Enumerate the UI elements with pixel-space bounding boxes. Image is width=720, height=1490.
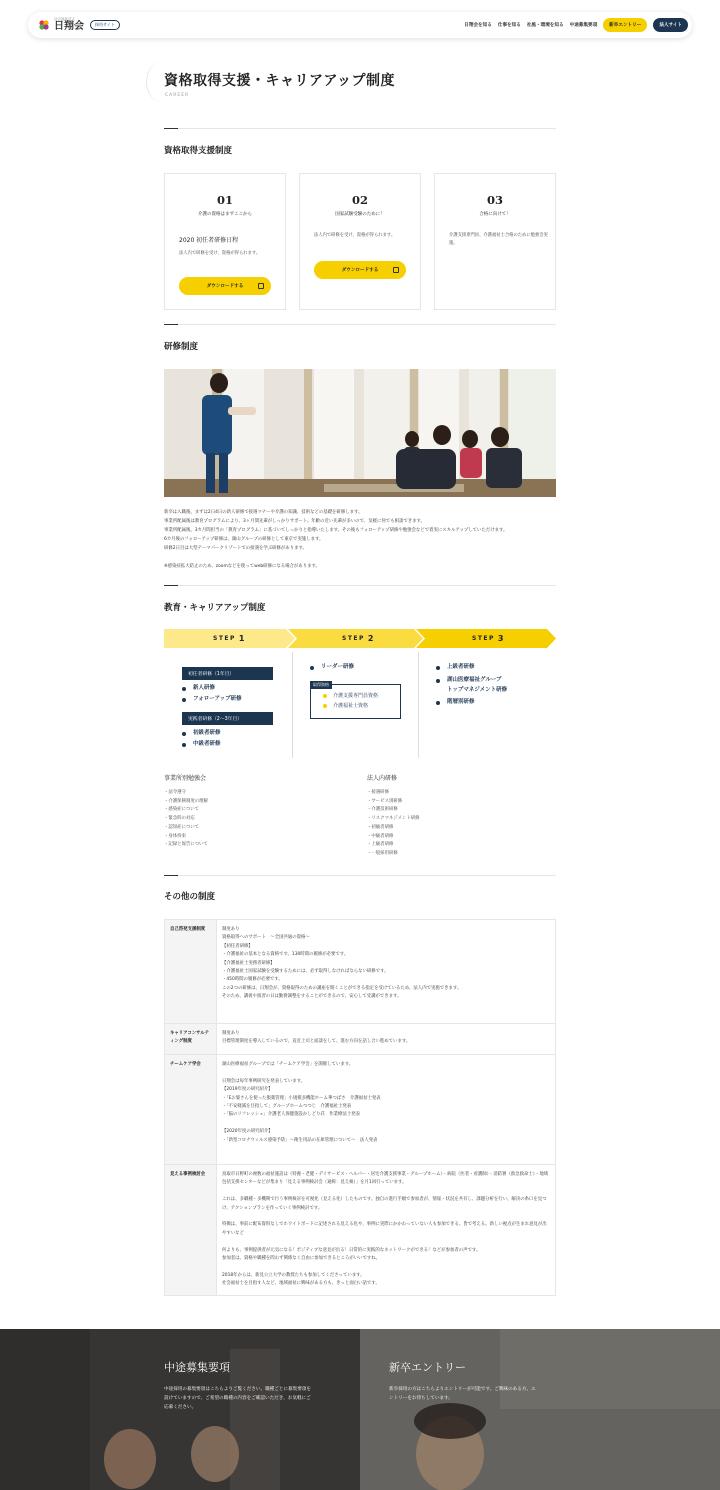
site-header <box>28 12 692 38</box>
nav-about[interactable]: 日翔会を知る <box>464 23 492 28</box>
step-1-label <box>164 629 295 648</box>
step-divider <box>292 652 293 758</box>
list-item: ・記録と報告について <box>164 842 208 848</box>
training-item: 中級者研修 <box>182 739 274 750</box>
step-text: STEP <box>472 635 495 642</box>
training-paragraph: 事業所配属後、3カ月間担当の「教育プログラム」に基づいてしっかりと指導いたします。その後もフォローアップ研修や勉強会などで着実にスキルアップしていただけます。 <box>164 528 508 533</box>
page-subtitle: CAREER <box>165 93 190 98</box>
nav-midcareer[interactable]: 中途募集要項 <box>569 23 598 28</box>
footer-text-line: ントリーをお待ちしています。 <box>389 1396 453 1401</box>
cell-line <box>222 1188 550 1196</box>
download-icon <box>258 283 264 289</box>
card-subtitle: 合格に向けて！ <box>479 212 511 217</box>
cell-line: 参加者は、資格や職種を問わず関係なく自由に参加できるところがいいですね。 <box>222 1256 381 1262</box>
cell-line <box>222 1069 550 1077</box>
training-photo <box>164 369 556 497</box>
workplace-study-title: 事業所別勉強会 <box>164 775 207 782</box>
cell-line: 【2019年度の研究紹介】 <box>222 1087 273 1093</box>
list-item: ・認知症について <box>164 824 200 830</box>
training-item-cont: トップマネジメント研修 <box>447 687 508 693</box>
cell-line <box>222 1120 550 1128</box>
cell-line: 目標管理制度を導入しているので、直近上司と面談をして、進む方向を話し合い進めています。 <box>222 1039 411 1045</box>
card-text: 介護支援専門員、介護福祉士合格のために勉強会実施。 <box>449 233 548 246</box>
training-item: 新人研修 <box>182 683 274 694</box>
spacer <box>164 553 564 562</box>
step-number: 3 <box>497 634 505 643</box>
step-1-list-a <box>182 683 274 705</box>
cell-line: ・介護福祉士国家試験を受験するためには、必ず取得しなければならない研修です。 <box>222 969 389 975</box>
footer-text-line: 中途採用の募集要項はこちらよりご覧ください。職種ごとに募集要項を <box>164 1387 312 1392</box>
support-heading: 資格取得支援制度 <box>164 146 233 156</box>
list-item: ・リスクマネジメント研修 <box>367 816 420 822</box>
entry-button[interactable]: 新卒エントリー <box>603 18 647 32</box>
step-number: 2 <box>367 634 375 643</box>
section-divider <box>164 585 556 586</box>
training-paragraph: 研修2日目は大型テーマパークリゾートでの接遇を学ぶ研修があります。 <box>164 546 307 551</box>
new-grad-entry-title[interactable]: 新卒エントリー <box>389 1361 466 1374</box>
training-item: フォローアップ研修 <box>182 694 274 705</box>
list-item: ・中級者研修 <box>367 833 394 839</box>
step-3-label <box>421 629 556 648</box>
corporate-site-button[interactable]: 法人サイト <box>653 18 688 32</box>
section-dash <box>164 585 178 586</box>
training-photo-illustration <box>164 369 556 497</box>
table-row <box>165 1055 556 1165</box>
cell-line: そのため、講義や演習の日は勤務調整をすることができるので、安心して受講ができます。 <box>222 994 402 1000</box>
section-dash <box>164 128 178 129</box>
level-tag: 初任者研修（1年目） <box>182 667 273 680</box>
cell-line: 【初任者研修】 <box>222 943 253 949</box>
cell-line: 特徴は、事前に配布資料なしでホワイトボードに記述される見える化や、事例に実際にかかわっていない人も参加できる。皆で考える。新しい視点が生まれ意見が出やすいなど <box>222 1222 547 1236</box>
list-item: ・身体拘束 <box>164 833 186 839</box>
card-text: 法人内で研修を受け、資格が得られます。 <box>179 251 261 256</box>
step-2-column <box>310 662 354 673</box>
step-text: STEP <box>213 635 236 642</box>
table-header-cell: 自己啓発支援制度 <box>165 920 217 1024</box>
training-item: 初級者研修 <box>182 728 274 739</box>
training-paragraph: 6カ月後のフォローアップ研修は、湖山グループの研修として東京で実施します。 <box>164 537 324 542</box>
midcareer-title[interactable]: 中途募集要項 <box>164 1361 230 1374</box>
training-note: ※感染症拡大防止のため、zoomなどを使ってweb研修になる場合があります。 <box>164 564 320 569</box>
training-item: 階層別研修 <box>436 697 546 708</box>
support-card-2 <box>299 173 421 310</box>
step-1-column <box>182 660 274 750</box>
download-button[interactable] <box>179 277 271 295</box>
section-dash <box>164 875 178 876</box>
recruit-badge: 採用サイト <box>90 20 120 30</box>
footer-text-line: 新卒採用の方はこちらよりエントリーが可能です。ご興味のある方、エ <box>389 1387 536 1392</box>
other-systems-table <box>164 919 556 1296</box>
step-2-label <box>293 629 424 648</box>
table-cell <box>217 1024 556 1055</box>
card-title: 2020 初任者研修日程 <box>179 237 239 244</box>
list-item: ・法令遵守 <box>164 790 186 795</box>
training-item: リーダー研修 <box>310 662 354 673</box>
download-button-label: ダウンロードする <box>206 284 244 289</box>
section-dash <box>164 324 178 325</box>
download-icon <box>393 267 399 273</box>
list-item: ・介護技術研修 <box>367 807 398 813</box>
logo-flower-icon[interactable] <box>38 19 50 31</box>
training-paragraph: 事業所配属後は教育プログラムにより、3ヶ月間先輩がしっかりサポート。年齢の近い先輩が多いので、気軽に何でも相談できます。 <box>164 519 425 524</box>
training-description <box>164 508 564 571</box>
cell-line: ・「Eお婆さんを使った服薬管理」小規模多機能ホーム華つばさ 介護福祉士発表 <box>222 1095 381 1101</box>
support-card-1 <box>164 173 286 310</box>
cell-line: 資格取得へのサポート ～全国共通の資格～ <box>222 935 310 941</box>
table-row <box>165 920 556 1024</box>
download-button-label: ダウンロードする <box>341 268 379 273</box>
cell-line: 鳥取市日野町の複数の福祉施設は（特養・老健・デイサービス・ヘルパー・居宅介護支援事業・グループホーム）・病院（医者・看護師）・消防署（救急救命士）・地域包括支援センターなどが集まり「見える事例検討会（通称：見え検）」を月1回行っています。 <box>222 1172 549 1186</box>
cell-line: 日翔会は毎年事例研究を発表しています。 <box>222 1078 306 1084</box>
list-item: ・サービス別研修 <box>367 798 403 804</box>
footer-banners <box>0 1329 720 1490</box>
nav-work[interactable]: 仕事を知る <box>497 23 521 28</box>
table-header-cell: キャリアコンサルティング制度 <box>165 1024 217 1055</box>
cell-line: 制度あり <box>222 1031 240 1036</box>
table-header-cell: 見える事例検討会 <box>165 1165 217 1296</box>
step-text: STEP <box>342 635 365 642</box>
qualification-item: 介護福祉士資格 <box>323 701 400 711</box>
step-number: 1 <box>238 634 246 643</box>
midcareer-text <box>164 1385 311 1412</box>
list-item: ・緊急時の対応 <box>164 816 195 822</box>
training-item: 湖山医療福祉グループ <box>436 675 546 686</box>
cell-line: ・「新型コロナウィルス感染予防」～衛生用品の在庫管理について～ 法人発表 <box>222 1137 378 1143</box>
cell-line: ・介護福祉の基本となる資格です。130時間の履修が必要です。 <box>222 952 349 958</box>
logo-name: 日翔会 <box>54 21 84 33</box>
training-paragraph: 新卒は入職後、まずは2日4日の新人研修で接遇マナーや介護の知識、技術などの基礎を研修します。 <box>164 510 363 515</box>
workplace-study-list <box>164 789 208 850</box>
footer-background <box>0 1329 720 1490</box>
cell-line: 社会福祉士を目指す人など、地域福祉に興味がある方も、きっと面白い話です。 <box>222 1281 380 1287</box>
cell-line: これは、多職種・多機関で行う事例検討を可視化（見える化）したものです。独自の進行手順で参加者が、情報・状況を共有し、課題分析を行い、解決の糸口を見つけ、アクションプランを作っていく事例検討です。 <box>222 1197 547 1211</box>
step-divider <box>418 652 419 758</box>
table-header-cell: チームケア学会 <box>165 1055 217 1165</box>
cell-line: ・「不安軽減を目指して」グループホームつつじ 介護福祉士発表 <box>222 1104 352 1110</box>
cell-line: 制度あり <box>222 927 240 932</box>
card-subtitle: 国家試験受験のために！ <box>335 212 385 217</box>
table-cell <box>217 1055 556 1165</box>
career-heading: 教育・キャリアアップ制度 <box>164 603 266 613</box>
support-card-3 <box>434 173 556 310</box>
training-item: 上級者研修 <box>436 662 546 673</box>
card-number: 03 <box>486 193 503 207</box>
cell-line: 【2020年度の研究紹介】 <box>222 1129 273 1135</box>
footer-text-line: 設けていますので、ご希望の職種の内容をご確認いただき、お気軽にご <box>164 1396 311 1401</box>
training-heading: 研修制度 <box>164 342 199 352</box>
cell-line: 2018年からは、新見公立大学の教授たちも参加してくださっています。 <box>222 1272 365 1278</box>
cell-line: 【介護福祉士実務者研修】 <box>222 960 275 966</box>
list-item: ・感染症について <box>164 807 200 813</box>
section-divider <box>164 324 556 325</box>
table-row <box>165 1165 556 1296</box>
download-button[interactable] <box>314 261 406 279</box>
section-divider <box>164 128 556 129</box>
list-item: ・介護保険制度の理解 <box>164 798 208 804</box>
nav-culture[interactable]: 社風・環境を知る <box>526 23 564 28</box>
cell-line: ・450時間の履修が必要です。 <box>222 977 283 983</box>
new-grad-entry-text <box>389 1385 536 1403</box>
qualification-item: 介護支援専門員資格 <box>323 691 400 701</box>
footer-text-line: 応募ください。 <box>164 1405 197 1410</box>
main-nav <box>464 18 688 32</box>
card-text: 法人内で研修を受け、資格が得られます。 <box>314 233 396 238</box>
corporate-training-list <box>367 789 419 859</box>
page-title: 資格取得支援・キャリアアップ制度 <box>164 73 396 89</box>
cell-line: 何よりも、事例提供者が元気になる！ポジティブな意見が出る！日常的に実践的なネットワークができる！などが参加者の声です。 <box>222 1247 481 1253</box>
cell-line <box>222 1263 550 1271</box>
qualification-box <box>310 684 401 719</box>
card-number: 01 <box>216 193 233 207</box>
qualification-tag: 取得資格 <box>310 681 332 689</box>
list-item: ・接遇研修 <box>367 790 389 795</box>
cell-line <box>222 1213 550 1221</box>
step-1-list-b <box>182 728 274 750</box>
other-heading: その他の制度 <box>164 892 216 902</box>
card-number: 02 <box>351 193 368 207</box>
list-item: ・初級者研修 <box>367 824 394 830</box>
table-row <box>165 1024 556 1055</box>
level-tag: 実践者研修（2～3年目） <box>182 712 273 725</box>
logo-sub: 社会福祉法人 <box>54 16 75 21</box>
cell-line: ・「脳のリフレッシュ」介護老人保健施設かしどり荘 作業療法士発表 <box>222 1112 360 1118</box>
cell-line <box>222 1238 550 1246</box>
cell-line: この2つの研修は、日翔会が、資格取得のための講座を開くことができる指定を受けているため、法人内で実施できます。 <box>222 985 462 991</box>
section-divider <box>164 875 556 876</box>
step-3-column <box>436 662 546 708</box>
table-cell <box>217 920 556 1024</box>
logo[interactable] <box>54 18 84 33</box>
card-subtitle: 介護の資格はまずここから <box>198 212 252 217</box>
list-item: ・上級者研修 <box>367 842 394 848</box>
corporate-training-title: 法人内研修 <box>367 775 398 782</box>
table-cell <box>217 1165 556 1296</box>
cell-line: 湖山医療福祉グループでは「チームケア学会」を開催しています。 <box>222 1062 354 1067</box>
list-item: ・一般採用研修 <box>367 850 398 856</box>
